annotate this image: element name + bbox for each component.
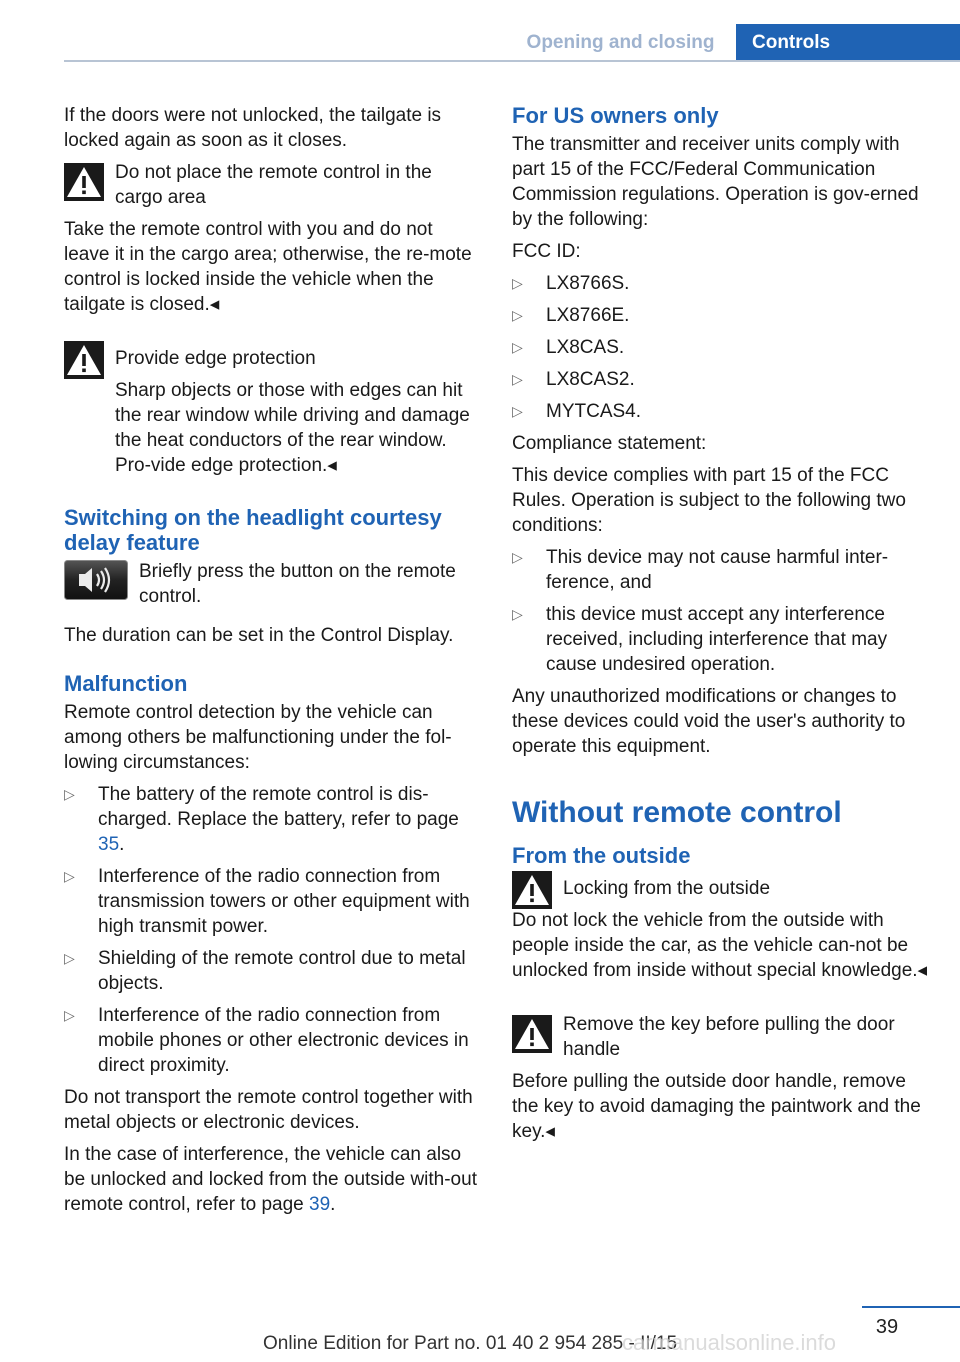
warning-title: Remove the key before pulling the door handle <box>563 1014 895 1060</box>
warning-remove-key <box>512 1012 930 1062</box>
list-item: ▷ Interference of the radio connection from mobile phones or other electronic devices in direct proximity. <box>64 1005 469 1076</box>
list-item: ▷ LX8CAS2. <box>512 369 635 390</box>
tailgate-intro: If the doors were not unlocked, the tailgate is locked again as soon as it closes. <box>64 105 442 151</box>
list-item: ▷ Interference of the radio connection from transmission towers or other equipment with high transmit power. <box>64 866 470 937</box>
headlight-button-instruction <box>64 559 482 609</box>
page-number: 39 <box>875 1316 899 1338</box>
bullet-triangle-icon: ▷ <box>64 786 75 802</box>
warning-triangle-icon <box>512 871 552 909</box>
warning-title: Do not place the remote control in the cargo area <box>115 162 432 208</box>
fcc-id-list <box>512 271 930 424</box>
edition-note: Online Edition for Part no. 01 40 2 954 285 - II/15 <box>263 1333 678 1354</box>
heading-from-outside: From the outside <box>512 843 691 868</box>
bullet-triangle-icon: ▷ <box>512 339 523 355</box>
conditions-list <box>512 545 930 677</box>
bullet-triangle-icon: ▷ <box>512 371 523 387</box>
malfunction-intro: Remote control detection by the vehicle can among others be malfunctioning under the fol-lowing circumstances: <box>64 702 452 773</box>
left-column <box>64 103 482 1224</box>
warning-triangle-icon <box>512 1015 552 1053</box>
warning-body <box>512 908 930 983</box>
bullet-triangle-icon: ▷ <box>64 868 75 884</box>
header-tab-controls[interactable]: Controls <box>736 24 960 62</box>
warning-locking-outside <box>512 876 930 901</box>
list-item: ▷ The battery of the remote control is dis-charged. Replace the battery, refer to page 35. <box>64 784 459 855</box>
heading-us-owners: For US owners only <box>512 103 719 128</box>
bullet-triangle-icon: ▷ <box>512 549 523 565</box>
warning-body <box>115 378 482 478</box>
compliance-label: Compliance statement: <box>512 433 707 454</box>
watermark: carmanualsonline.info <box>622 1330 837 1355</box>
button-text: Briefly press the button on the remote control. <box>139 561 456 607</box>
malfunction-list <box>64 782 482 1078</box>
us-body: The transmitter and receiver units comply with part 15 of the FCC/Federal Communication Commission regulations. Operation is gov-erned by the following: <box>512 134 919 230</box>
duration-note: The duration can be set in the Control Display. <box>64 625 454 646</box>
bullet-triangle-icon: ▷ <box>512 403 523 419</box>
warning-title: Locking from the outside <box>563 878 771 899</box>
header-section: Opening and closing <box>526 32 715 53</box>
page-link-35[interactable]: 35 <box>98 834 120 855</box>
warning-triangle-icon <box>64 341 104 379</box>
transport-note: Do not transport the remote control together with metal objects or electronic devices. <box>64 1087 473 1133</box>
bullet-triangle-icon: ▷ <box>64 950 75 966</box>
page-link-39[interactable]: 39 <box>309 1194 331 1215</box>
warning-body: Take the remote control with you and do not leave it in the cargo area; otherwise, the re-mote control is locked inside the vehicle when the tailgate is closed.◂ <box>64 219 472 315</box>
interference-note: In the case of interference, the vehicle can also be unlocked and locked from the outside with-out remote control, refer to page 39. <box>64 1144 477 1215</box>
bullet-triangle-icon: ▷ <box>64 1007 75 1023</box>
list-item: ▷ This device may not cause harmful inter-ference, and <box>512 547 889 593</box>
heading-headlight-courtesy: Switching on the headlight courtesy delay feature <box>64 505 442 555</box>
bullet-triangle-icon: ▷ <box>512 606 523 622</box>
list-item: ▷ LX8766S. <box>512 273 630 294</box>
warning-body-text: Sharp objects or those with edges can hit the rear window while driving and damage the heat conductors of the rear window. Pro-vide edge protection.◂ <box>115 380 470 476</box>
footer-rule <box>862 1306 960 1308</box>
heading-without-remote: Without remote control <box>512 796 842 829</box>
warning-title: Provide edge protection <box>115 348 316 369</box>
compliance-body: This device complies with part 15 of the FCC Rules. Operation is subject to the following two conditions: <box>512 465 906 536</box>
right-column <box>512 103 930 1151</box>
list-item: ▷ LX8766E. <box>512 305 630 326</box>
list-item: ▷ LX8CAS. <box>512 337 625 358</box>
list-item: ▷ this device must accept any interference received, including interference that may cause undesired operation. <box>512 604 888 675</box>
unauthorized-note: Any unauthorized modifications or changes to these devices could void the user's authority to operate this equipment. <box>512 686 906 757</box>
header-rule <box>64 60 960 62</box>
headlight-button-icon <box>64 560 128 600</box>
fcc-label: FCC ID: <box>512 241 581 262</box>
warning-body-text: Do not lock the vehicle from the outside with people inside the car, as the vehicle can-not be unlocked from inside without special knowledge.◂ <box>512 910 928 981</box>
warning-body: Before pulling the outside door handle, remove the key to avoid damaging the paintwork and the key.◂ <box>512 1071 921 1142</box>
list-item: ▷ Shielding of the remote control due to metal objects. <box>64 948 466 994</box>
bullet-triangle-icon: ▷ <box>512 307 523 323</box>
bullet-triangle-icon: ▷ <box>512 275 523 291</box>
list-item: ▷ MYTCAS4. <box>512 401 642 422</box>
warning-triangle-icon <box>64 163 104 201</box>
heading-malfunction: Malfunction <box>64 671 188 696</box>
warning-cargo-area <box>64 160 482 210</box>
warning-edge-protection <box>64 346 482 371</box>
